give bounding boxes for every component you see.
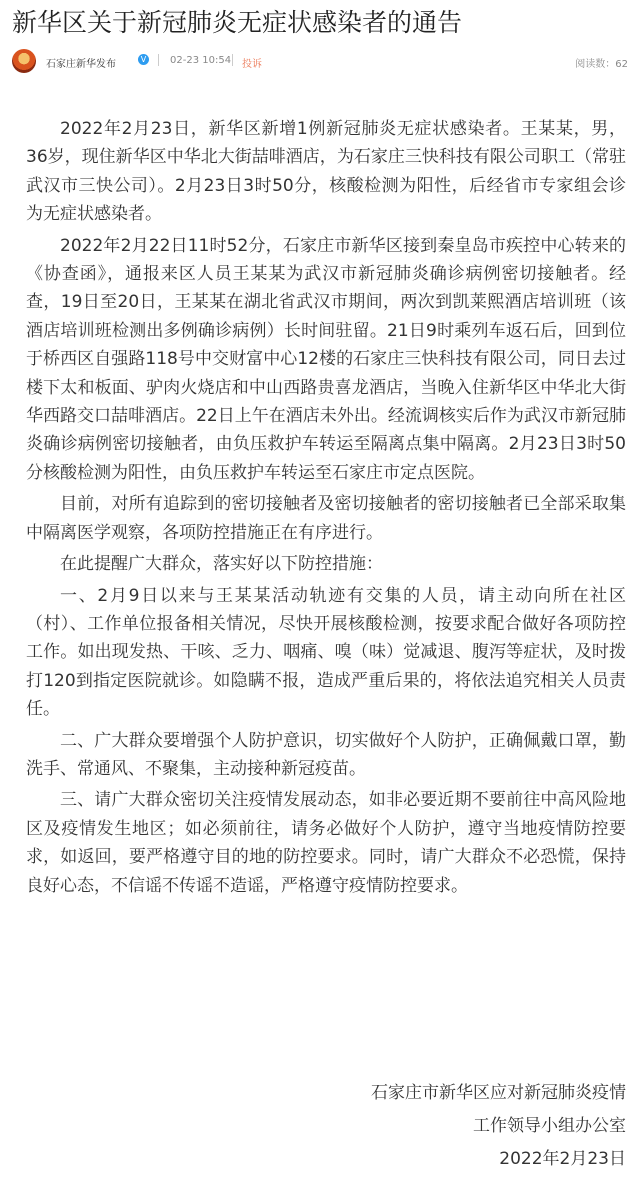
signature-block: [371, 1077, 626, 1176]
meta-divider: [158, 54, 159, 66]
read-count: 阅读数：62: [575, 59, 628, 70]
avatar-icon[interactable]: [12, 49, 36, 73]
paragraph-4: 在此提醒广大群众，落实好以下防控措施：: [60, 554, 383, 575]
verified-badge-icon: V: [138, 54, 149, 65]
signature-org-line2: 工作领导小组办公室: [473, 1116, 626, 1136]
meta-divider: [232, 54, 233, 66]
signature-org-line1: 石家庄市新华区应对新冠肺炎疫情: [371, 1083, 626, 1103]
paragraph-1: 2022年2月23日，新华区新增1例新冠肺炎无症状感染者。王某某，男，36岁，现住新华区中华北大街喆啡酒店，为石家庄三快科技有限公司职工（常驻武汉市三快公司）。2月23日3时50分，核酸检测为阳性，后经省市专家组会诊为无症状感染者。: [26, 119, 626, 225]
report-link[interactable]: 投诉: [242, 59, 262, 70]
paragraph-2: 2022年2月22日11时52分，石家庄市新华区接到秦皇岛市疾控中心转来的《协查函》，通报来区人员王某某为武汉市新冠肺炎确诊病例密切接触者。经查，19日至20日，王某某在湖北省武汉市期间，两次到凯莱熙酒店培训班（该酒店培训班检测出多例确诊病例）长时间驻留。21日9时乘列车返石后，回到位于桥西区自强路118号中交财富中心12楼的石家庄三快科技有限公司，同日去过楼下太和板面、驴肉火烧店和中山西路贵喜龙酒店，当晚入住新华区中华北大街华西路交口喆啡酒店。22日上午在酒店未外出。经流调核实后作为武汉市新冠肺炎确诊病例密切接触者，由负压救护车转运至隔离点集中隔离。2月23日3时50分核酸检测为阳性，由负压救护车转运至石家庄市定点医院。: [26, 235, 626, 483]
article-meta-bar: [12, 48, 628, 76]
article-title: 新华区关于新冠肺炎无症状感染者的通告: [12, 8, 463, 37]
paragraph-7: 三、请广大群众密切关注疫情发展动态，如非必要近期不要前往中高风险地区及疫情发生地区；如必须前往，请务必做好个人防护，遵守当地疫情防控要求，如返回，要严格遵守目的地的防控要求。同时，请广大群众不必恐慌，保持良好心态，不信谣不传谣不造谣，严格遵守疫情防控要求。: [26, 790, 626, 896]
article-body: [26, 115, 626, 903]
paragraph-6: 二、广大群众要增强个人防护意识，切实做好个人防护，正确佩戴口罩，勤洗手、常通风、不聚集，主动接种新冠疫苗。: [26, 730, 626, 779]
paragraph-3: 目前，对所有追踪到的密切接触者及密切接触者的密切接触者已全部采取集中隔离医学观察，各项防控措施正在有序进行。: [26, 494, 626, 543]
signature-date: 2022年2月23日: [499, 1149, 626, 1169]
publish-time: 02-23 10:54: [170, 55, 232, 66]
author-name[interactable]: 石家庄新华发布: [46, 59, 116, 70]
paragraph-5: 一、2月9日以来与王某某活动轨迹有交集的人员，请主动向所在社区（村）、工作单位报备相关情况，尽快开展核酸检测，按要求配合做好各项防控工作。如出现发热、干咳、乏力、咽痛、嗅（味）觉减退、腹泻等症状，及时拨打120到指定医院就诊。如隐瞒不报，造成严重后果的，将依法追究相关人员责任。: [26, 585, 626, 720]
